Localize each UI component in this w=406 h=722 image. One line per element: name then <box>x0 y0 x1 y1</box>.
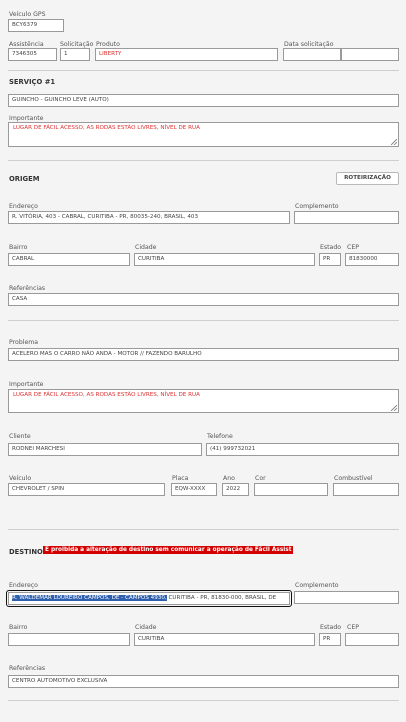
divider <box>8 700 399 701</box>
problema-label: Problema <box>9 339 39 346</box>
destino-estado-input[interactable]: PR <box>319 633 341 646</box>
origem-estado-label: Estado <box>320 244 342 251</box>
servico-importante-label: Importante <box>9 115 44 122</box>
destino-endereco-text: CURITIBA - PR, 81830-000, BRASIL, DE <box>166 595 277 601</box>
destino-complemento-label: Complemento <box>295 582 339 589</box>
origem-bairro-input[interactable]: CABRAL <box>8 253 130 266</box>
placa-input[interactable]: EQW-XXXX <box>171 483 217 496</box>
servico-title: SERVIÇO #1 <box>9 78 56 86</box>
telefone-input[interactable]: (41) 999732021 <box>206 443 399 456</box>
placa-label: Placa <box>172 475 189 482</box>
destino-cidade-label: Cidade <box>135 624 157 631</box>
cliente-input[interactable]: RODNEI MARCHESI <box>8 443 202 456</box>
combustivel-input[interactable] <box>333 483 399 496</box>
cor-label: Cor <box>255 475 266 482</box>
destino-referencias-input[interactable]: CENTRO AUTOMOTIVO EXCLUSIVA <box>8 675 399 688</box>
telefone-label: Telefone <box>207 433 233 440</box>
roteirizacao-button[interactable]: ROTEIRIZAÇÃO <box>336 172 399 185</box>
origem-cep-input[interactable]: 81830000 <box>345 253 399 266</box>
destino-warning-badge: É proibida a alteração de destino sem comunicar a operação de Fácil Assist <box>45 547 292 553</box>
hora-solicitacao-input[interactable] <box>341 48 399 61</box>
origem-complemento-input[interactable] <box>294 211 399 224</box>
destino-estado-label: Estado <box>320 624 342 631</box>
produto-input[interactable]: LIBERTY <box>95 48 278 61</box>
destino-complemento-input[interactable] <box>294 591 399 604</box>
ano-input[interactable]: 2022 <box>222 483 249 496</box>
divider <box>8 70 399 71</box>
produto-label: Produto <box>96 41 120 48</box>
servico-importante-textarea[interactable] <box>8 122 399 147</box>
origem-referencias-input[interactable]: CASA <box>8 293 399 306</box>
destino-cidade-input[interactable]: CURITIBA <box>134 633 315 646</box>
origem-cidade-input[interactable]: CURITIBA <box>134 253 315 266</box>
focus-outline <box>6 590 292 607</box>
origem-complemento-label: Complemento <box>295 203 339 210</box>
veiculo-label: Veículo <box>9 475 32 482</box>
destino-referencias-label: Referências <box>9 665 46 672</box>
problema-importante-label: Importante <box>9 381 44 388</box>
solicitacao-input[interactable]: 1 <box>60 48 90 61</box>
servico-importante-text: LUGAR DE FÁCIL ACESSO, AS RODAS ESTÃO LIVRES, NÍVEL DE RUA <box>13 125 200 131</box>
divider <box>8 160 399 161</box>
cliente-label: Cliente <box>9 433 31 440</box>
ano-label: Ano <box>223 475 235 482</box>
divider <box>8 529 399 530</box>
data-solicitacao-label: Data solicitação <box>284 41 334 48</box>
veiculo-input[interactable]: CHEVROLET / SPIN <box>8 483 165 496</box>
destino-endereco-label: Endereço <box>9 582 38 589</box>
origem-cidade-label: Cidade <box>135 244 157 251</box>
origem-estado-input[interactable]: PR <box>319 253 341 266</box>
destino-cep-label: CEP <box>347 624 359 631</box>
problema-importante-text: LUGAR DE FÁCIL ACESSO, AS RODAS ESTÃO LIVRES, NÍVEL DE RUA <box>13 392 200 398</box>
resize-grip-icon[interactable] <box>391 139 397 145</box>
problema-input[interactable]: ACELERO MAS O CARRO NÃO ANDA - MOTOR // FAZENDO BARULHO <box>8 348 399 361</box>
combustivel-label: Combustível <box>334 475 373 482</box>
gps-input[interactable]: BCY6379 <box>8 19 64 32</box>
cor-input[interactable] <box>254 483 328 496</box>
servico-tipo-input[interactable]: GUINCHO - GUINCHO LEVE (AUTO) <box>8 94 399 107</box>
divider <box>8 320 399 321</box>
gps-label: Veículo GPS <box>9 11 46 18</box>
origem-endereco-label: Endereço <box>9 203 38 210</box>
destino-endereco-selection: R. WALDEMAR LOUREIRO CAMPOS, DE - CAMPOS 4930, <box>12 595 167 601</box>
resize-grip-icon[interactable] <box>391 405 397 411</box>
origem-bairro-label: Bairro <box>9 244 28 251</box>
solicitacao-label: Solicitação <box>60 41 94 48</box>
destino-bairro-input[interactable] <box>8 633 130 646</box>
assistencia-label: Assistência <box>9 41 44 48</box>
origem-referencias-label: Referências <box>9 285 46 292</box>
assistencia-input[interactable]: 7346305 <box>8 48 57 61</box>
origem-cep-label: CEP <box>347 244 359 251</box>
origem-endereco-input[interactable]: R. VITÓRIA, 403 - CABRAL, CURITIBA - PR, 80035-240, BRASIL, 403 <box>8 211 290 224</box>
problema-importante-textarea[interactable] <box>8 389 399 413</box>
origem-title: ORIGEM <box>9 175 40 183</box>
data-solicitacao-input[interactable] <box>283 48 341 61</box>
destino-title: DESTINO <box>9 548 43 556</box>
destino-cep-input[interactable] <box>345 633 399 646</box>
destino-bairro-label: Bairro <box>9 624 28 631</box>
